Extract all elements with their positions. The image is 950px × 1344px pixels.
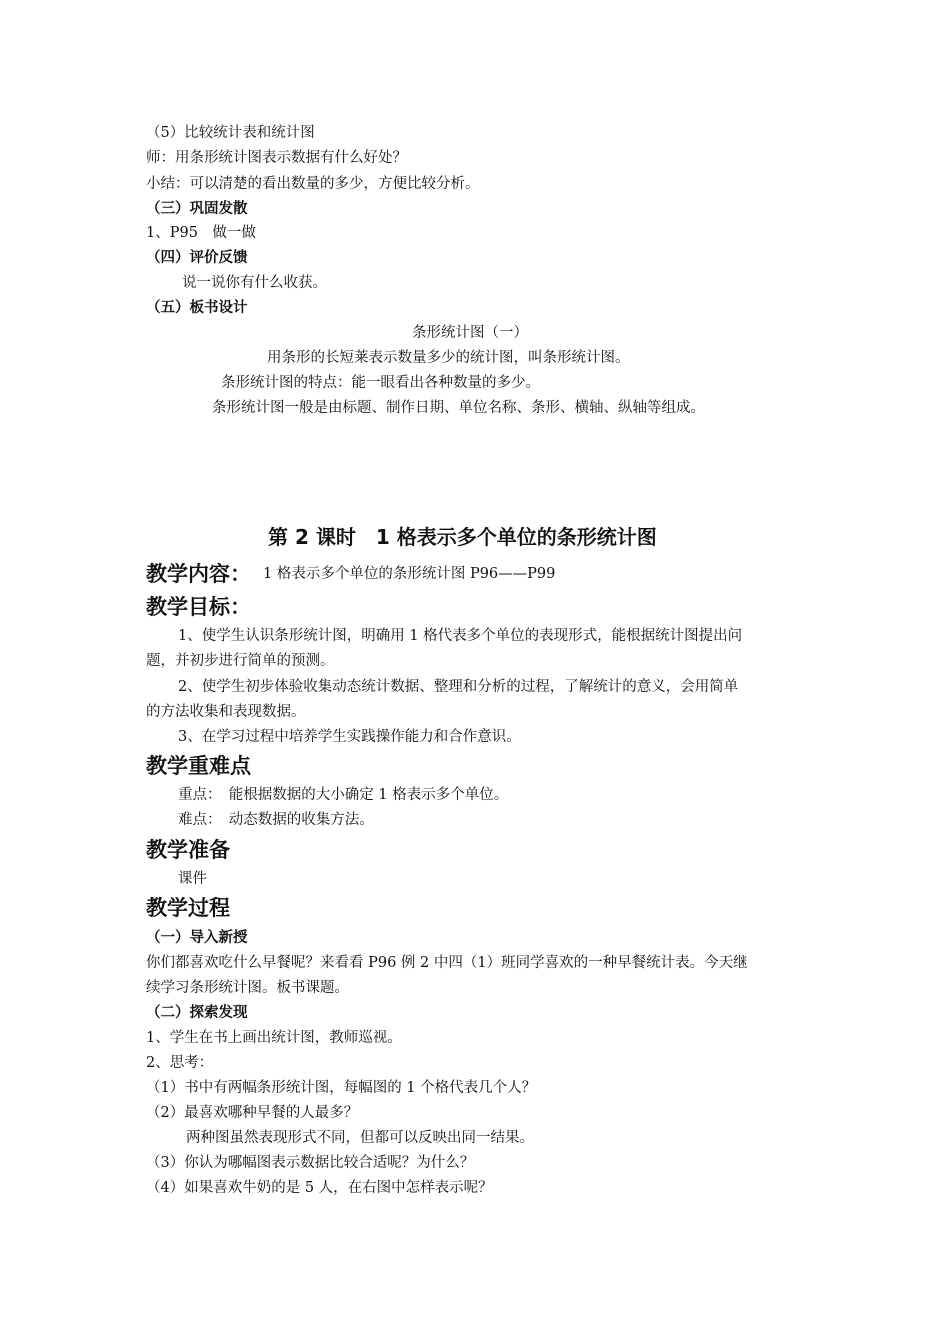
- goal-line: 题，并初步进行简单的预测。: [146, 653, 335, 669]
- prep-heading: 教学准备: [146, 838, 230, 862]
- board-line: 条形统计图一般是由标题、制作日期、单位名称、条形、横轴、纵轴等组成。: [212, 400, 705, 416]
- board-line: 用条形的长短莱表示数量多少的统计图，叫条形统计图。: [267, 350, 630, 366]
- text-line: 续学习条形统计图。板书课题。: [146, 980, 349, 996]
- keys-heading: 教学重难点: [146, 754, 251, 778]
- section-heading: （三）巩固发散: [146, 201, 248, 217]
- question-line: （1）书中有两幅条形统计图，每幅图的 1 个格代表几个人？: [146, 1080, 537, 1096]
- question-line: （4）如果喜欢牛奶的是 5 人，在右图中怎样表示呢？: [146, 1180, 493, 1196]
- text-line: 2、思考：: [146, 1055, 214, 1071]
- section-heading: （五）板书设计: [146, 300, 248, 316]
- difficulty-point: 难点： 动态数据的收集方法。: [178, 812, 374, 828]
- section-heading: （一）导入新授: [146, 930, 248, 946]
- text-line: （5）比较统计表和统计图: [146, 125, 315, 141]
- content-text: 1 格表示多个单位的条形统计图 P96——P99: [263, 566, 556, 582]
- prep-text: 课件: [178, 871, 207, 887]
- process-heading: 教学过程: [146, 896, 230, 920]
- page-title: 第 2 课时 1 格表示多个单位的条形统计图: [268, 525, 657, 549]
- goal-line: 的方法收集和表现数据。: [146, 704, 306, 720]
- goal-line: 3、在学习过程中培养学生实践操作能力和合作意识。: [178, 729, 521, 745]
- key-point: 重点： 能根据数据的大小确定 1 格表示多个单位。: [178, 787, 509, 803]
- text-line: 1、学生在书上画出统计图，教师巡视。: [146, 1030, 402, 1046]
- text-line: 1、P95 做一做: [146, 225, 256, 241]
- question-line: （3）你认为哪幅图表示数据比较合适呢？为什么？: [146, 1155, 475, 1171]
- board-title: 条形统计图（一）: [412, 325, 528, 341]
- text-line: 小结：可以清楚的看出数量的多少，方便比较分析。: [146, 176, 480, 192]
- goal-line: 1、使学生认识条形统计图，明确用 1 格代表多个单位的表现形式，能根据统计图提出问: [178, 628, 743, 644]
- content-label: 教学内容：: [146, 562, 251, 586]
- goal-line: 2、使学生初步体验收集动态统计数据、整理和分析的过程，了解统计的意义，会用简单: [178, 679, 739, 695]
- section-heading: （四）评价反馈: [146, 250, 248, 266]
- note-line: 两种图虽然表现形式不同，但都可以反映出同一结果。: [186, 1130, 534, 1146]
- question-line: （2）最喜欢哪种早餐的人最多？: [146, 1105, 359, 1121]
- board-line: 条形统计图的特点：能一眼看出各种数量的多少。: [221, 375, 540, 391]
- text-line: 你们都喜欢吃什么早餐呢？来看看 P96 例 2 中四（1）班同学喜欢的一种早餐统计表。今天继: [146, 955, 748, 971]
- text-line: 师：用条形统计图表示数据有什么好处？: [146, 150, 407, 166]
- section-heading: （二）探索发现: [146, 1005, 248, 1021]
- text-line: 说一说你有什么收获。: [182, 275, 327, 291]
- goals-heading: 教学目标：: [146, 595, 251, 619]
